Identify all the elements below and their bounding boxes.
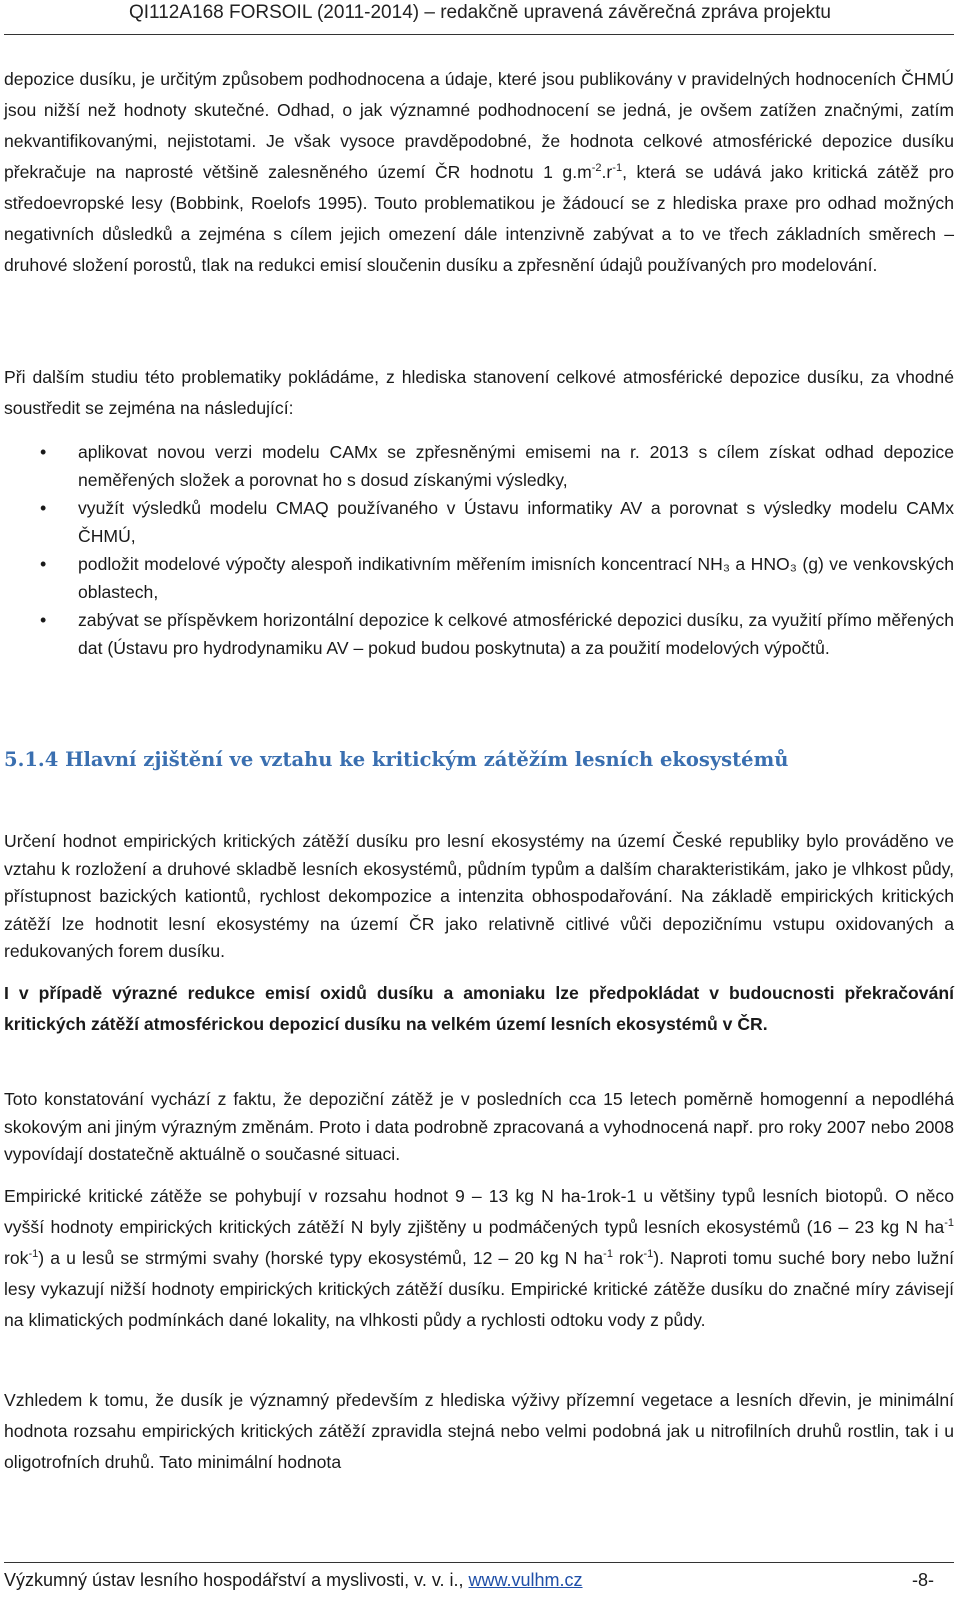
footer-website-link[interactable]: www.vulhm.cz (468, 1570, 583, 1590)
paragraph-text: Toto konstatování vychází z faktu, že depoziční zátěž je v posledních cca 15 letech poměrně homogenní a nepodléhá skokovým ani jiným výrazným změnám. Proto i data podrobně zpracovaná a vyhodnocená např. pro roky 2007 nebo 2008 vypovídají dostatečně aktuálně o současné situaci. (4, 1089, 954, 1165)
superscript: -1 (643, 1248, 654, 1261)
page-number: -8- (912, 1570, 934, 1590)
footer-institution-text: Výzkumný ústav lesního hospodářství a myslivosti, v. v. i., (4, 1570, 469, 1590)
bullet-icon: • (40, 498, 47, 518)
paragraph-text: rok (4, 1248, 29, 1268)
list-item (4, 607, 954, 690)
paragraph-text: Určení hodnot empirických kritických zátěží dusíku pro lesní ekosystémy na území České republiky bylo prováděno ve vztahu k rozložení a druhové skladbě lesních ekosystémů, půdním typům a dalším charakteristikám, jako je vlhkost půdy, přístupnost bazických kationtů, rychlost dekompozice a intenzita obhospodařování. Na základě empirických kritických zátěží lze hodnotit lesní ekosystémy na území ČR jako relativně citlivé vůči depozičnímu vstupu oxidovaných a redukovaných forem dusíku. (4, 831, 954, 962)
document-body (4, 64, 954, 1478)
paragraph-nitrogen-deposition (4, 64, 954, 350)
list-item-text: podložit modelové výpočty alespoň indikativním měřením imisních koncentrací NH₃ a HNO₃ (g) ve venkovských oblastech, (78, 554, 954, 602)
footer-divider (4, 1562, 954, 1563)
paragraph-text: .r (601, 162, 613, 182)
section-heading (4, 746, 954, 774)
list-item (4, 551, 954, 607)
list-item (4, 439, 954, 495)
superscript: -1 (612, 162, 623, 175)
paragraph-key-finding (4, 978, 954, 1071)
list-item-text: využít výsledků modelu CMAQ používaného v Ústavu informatiky AV a porovnat s výsledky modelu CAMx ČHMÚ, (78, 498, 954, 546)
footer-institution (4, 1566, 583, 1594)
paragraph-text: , která se udává jako kritická zátěž pro středoevropské lesy (Bobbink, Roelofs 1995). Touto problematikou je žádoucí se z hlediska praxe pro odhad možných negativních důsledků a zejména s cílem jejich omezení dále intenzivně zabývat a to ve třech základních směrech – druhové složení porostů, tlak na redukci emisí sloučenin dusíku a zpřesnění údajů používaných pro modelování. (4, 162, 954, 275)
superscript: -1 (603, 1248, 613, 1261)
paragraph-text: Vzhledem k tomu, že dusík je významný především z hlediska výživy přízemní vegetace a lesních dřevin, je minimální hodnota rozsahu empirických kritických zátěží zpravidla stejná nebo velmi podobná jak u nitrofilních druhů rostlin, tak i u oligotrofních druhů. Tato minimální hodnota (4, 1390, 954, 1472)
paragraph-further-study (4, 362, 954, 424)
paragraph-text: ) a u lesů se strmými svahy (horské typy ekosystémů, 12 – 20 kg N ha (38, 1248, 604, 1268)
superscript: -1 (944, 1217, 954, 1230)
bullet-icon: • (40, 442, 47, 462)
header-divider (4, 34, 954, 35)
page-header (0, 0, 960, 34)
bullet-icon: • (40, 554, 47, 574)
list-item-text: zabývat se příspěvkem horizontální depozice k celkové atmosférické depozici dusíku, za využití přímo měřených dat (Ústavu pro hydrodynamiku AV – pokud budou poskytnuta) a za použití modelových výpočtů. (78, 610, 954, 658)
paragraph-text: depozice dusíku, je určitým způsobem podhodnocena a údaje, které jsou publikovány v pravidelných hodnoceních ČHMÚ jsou nižší než hodnoty skutečné. Odhad, o jak významné podhodnocení se jedná, je ovšem zatížen značnými, zatím nekvantifikovanými, nejistotami. Je však vysoce pravděpodobné, že hodnota celkové atmosférické depozice dusíku překračuje na naprosté většině zalesněného území ČR hodnotu 1 g.m (4, 69, 954, 182)
paragraph-text: Empirické kritické zátěže se pohybují v rozsahu hodnot 9 – 13 kg N ha-1rok-1 u většiny typů lesních biotopů. O něco vyšší hodnoty empirických kritických zátěží N byly zjištěny u podmáčených typů lesních ekosystémů (16 – 23 kg N ha (4, 1186, 954, 1237)
paragraph-text: I v případě výrazné redukce emisí oxidů dusíku a amoniaku lze předpokládat v budoucnosti překračování kritických zátěží atmosférickou depozicí dusíku na velkém území lesních ekosystémů v ČR. (4, 983, 954, 1034)
superscript: -2 (591, 162, 602, 175)
recommendation-list (4, 439, 954, 719)
paragraph-text: rok (612, 1248, 644, 1268)
bullet-icon: • (40, 610, 47, 630)
list-item (4, 495, 954, 551)
paragraph-critical-loads (4, 828, 954, 967)
paragraph-empirical-loads (4, 1181, 954, 1367)
paragraph-minimum-value (4, 1385, 954, 1478)
paragraph-homogeneous-load (4, 1086, 954, 1169)
superscript: -1 (28, 1248, 39, 1261)
list-item-text: aplikovat novou verzi modelu CAMx se zpřesněnými emisemi na r. 2013 s cílem získat odhad depozice neměřených složek a porovnat ho s dosud získanými výsledky, (78, 442, 954, 490)
header-title: QI112A168 FORSOIL (2011-2014) – redakčně upravená závěrečná zpráva projektu (129, 2, 831, 23)
paragraph-text: Při dalším studiu této problematiky pokládáme, z hlediska stanovení celkové atmosférické depozice dusíku, za vhodné soustředit se zejména na následující: (4, 367, 954, 418)
section-heading-text: 5.1.4 Hlavní zjištění ve vztahu ke kritickým zátěžím lesních ekosystémů (4, 748, 789, 771)
page-footer (4, 1566, 954, 1594)
paragraph-text: ). Naproti tomu suché bory nebo lužní lesy vykazují nižší hodnoty empirických kritických zátěží dusíku. Empirické kritické zátěže dusíku do značné míry závisejí na klimatických podmínkách dané lokality, na vlhkosti půdy a rychlosti odtoku vody z půdy. (4, 1248, 954, 1330)
